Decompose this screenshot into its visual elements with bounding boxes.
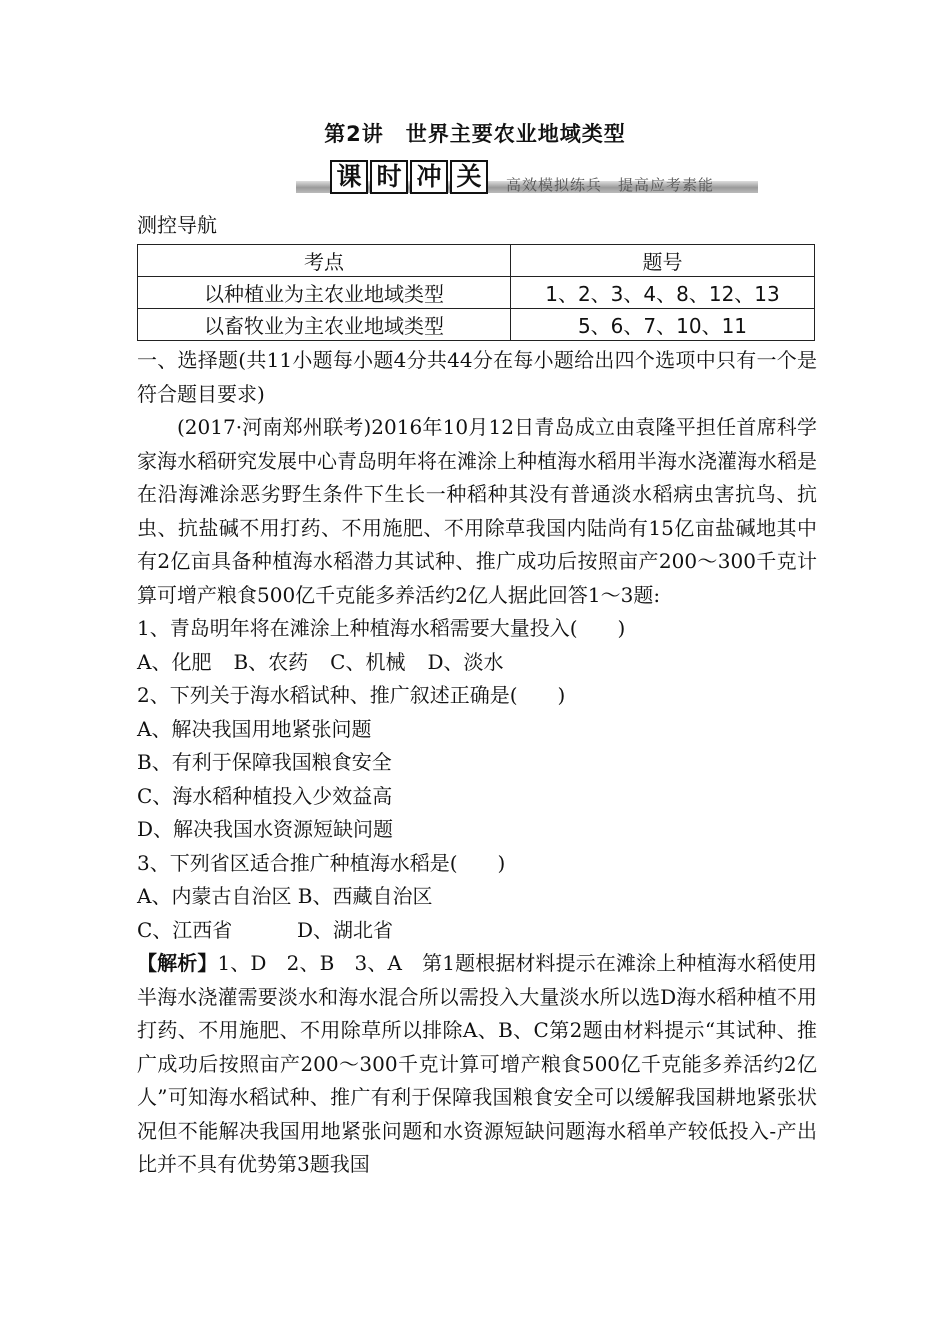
option: B、有利于保障我国粮食安全 [137, 750, 392, 774]
table-row [138, 309, 815, 341]
banner-char-4: 关 [450, 160, 488, 194]
option: B、农药 [233, 649, 309, 674]
table-cell: 1、2、3、4、8、12、13 [511, 277, 815, 309]
option: D、解决我国水资源短缺问题 [137, 817, 394, 841]
banner-tagline: 高效模拟练兵 提高应考素能 [506, 176, 715, 194]
table-cell: 以畜牧业为主农业地域类型 [138, 309, 511, 341]
page-title: 第2讲 世界主要农业地域类型 [324, 122, 626, 146]
banner-char-3: 冲 [410, 160, 448, 194]
table-cell: 5、6、7、10、11 [511, 309, 815, 341]
section-label: 测控导航 [137, 213, 217, 237]
section-banner [296, 160, 758, 196]
banner-char-2: 时 [370, 160, 408, 194]
option: D、湖北省 [297, 917, 394, 942]
passage: (2017·河南郑州联考)2016年10月12日青岛成立由袁隆平担任首席科学家海水稻研究发展中心青岛明年将在滩涂上种植海水稻用半海水浇灌海水稻是在沿海滩涂恶劣野生条件下生长一种稻种其没有普通淡水稻病虫害抗鸟、抗虫、抗盐碱不用打药、不用施肥、不用除草我国内陆尚有15亿亩盐碱地其中有2亿亩具备种植海水稻潜力其试种、推广成功后按照亩产200～300千克计算可增产粮食500亿千克能多养活约2亿人据此回答1～3题: [137, 415, 817, 607]
analysis-label: 【解析】 [137, 951, 218, 975]
option: A、解决我国用地紧张问题 [137, 716, 372, 741]
table-row [138, 277, 815, 309]
option-line: A、内蒙古自治区 B、西藏自治区 [137, 884, 433, 908]
analysis-text: 1、D 2、B 3、A 第1题根据材料提示在滩涂上种植海水稻使用半海水浇灌需要淡水和海水混合所以需投入大量淡水所以选D海水稻种植不用打药、不用施肥、不用除草所以排除A、B、C第2题由材料提示“其试种、推广成功后按照亩产200～300千克计算可增产粮食500亿千克能多养活约2亿人”可知海水稻试种、推广有利于保障我国粮食安全可以缓解我国耕地紧张状况但不能解决我国用地紧张问题和水资源短缺问题海水稻单产较低投入-产出比并不具有优势第3题我国 [137, 951, 818, 1176]
document-body [137, 344, 817, 1182]
option: C、海水稻种植投入少效益高 [137, 783, 393, 808]
banner-char-1: 课 [330, 160, 368, 194]
question-stem: 1、青岛明年将在滩涂上种植海水稻需要大量投入( ) [137, 616, 626, 640]
question-stem: 2、下列关于海水稻试种、推广叙述正确是( ) [137, 683, 566, 707]
analysis [137, 947, 817, 1182]
table-header-cell: 题号 [511, 245, 815, 277]
table-header-cell: 考点 [138, 245, 511, 277]
question-stem: 3、下列省区适合推广种植海水稻是( ) [137, 850, 506, 875]
option: C、江西省 [137, 917, 233, 942]
section-heading: 一、选择题(共11小题每小题4分共44分在每小题给出四个选项中只有一个是符合题目要求) [137, 348, 817, 406]
option-list [137, 914, 817, 948]
option: A、化肥 [137, 649, 212, 674]
option: C、机械 [330, 649, 406, 674]
option-list [137, 646, 817, 680]
option: D、淡水 [427, 649, 504, 674]
navigation-table [137, 244, 815, 341]
table-header-row [138, 245, 815, 277]
table-cell: 以种植业为主农业地域类型 [138, 277, 511, 309]
